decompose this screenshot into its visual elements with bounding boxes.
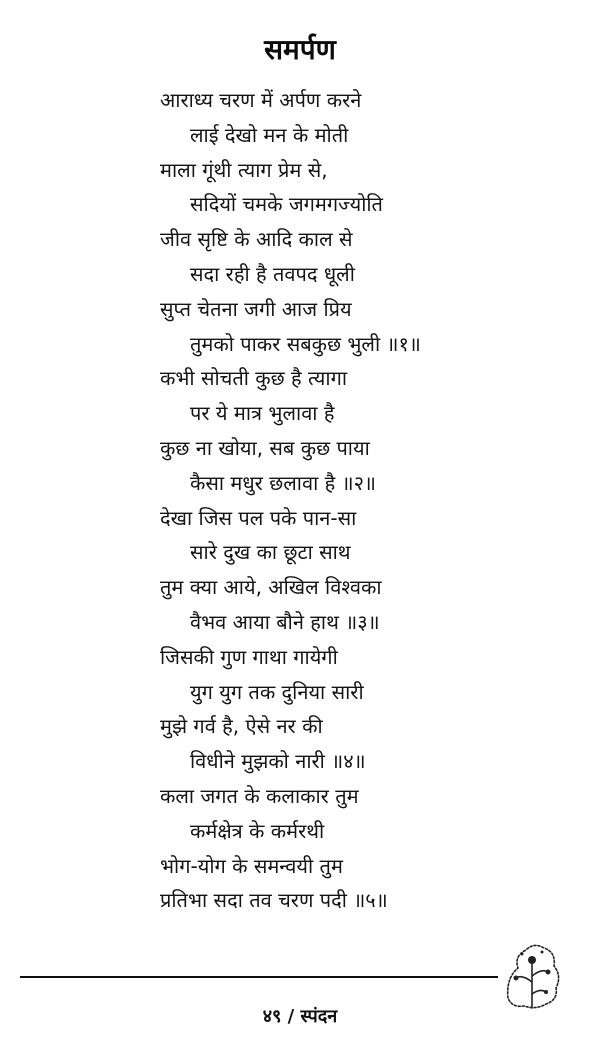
- page-title: समर्पण: [264, 33, 336, 66]
- poem-line: तुम क्या आये, अखिल विश्वका: [160, 575, 382, 600]
- poem-line: कुछ ना खोया, सब कुछ पाया: [160, 436, 370, 460]
- floral-ornament-icon: [500, 938, 564, 1012]
- poem-line: भोग-योग के समन्वयी तुम: [160, 853, 343, 878]
- page-footer: ४९ / स्पंदन: [262, 1006, 338, 1027]
- footer-rule: [20, 976, 498, 978]
- poem-line: सदियों चमके जगमगज्योति: [190, 192, 383, 217]
- poem-line: सुप्त चेतना जगी आज प्रिय: [160, 296, 352, 321]
- poem-line: कला जगत के कलाकार तुम: [160, 784, 359, 808]
- poem-line: सारे दुख का छूटा साथ: [190, 540, 351, 565]
- poem-line: पर ये मात्र भुलावा है: [190, 401, 335, 426]
- poem-line: प्रतिभा सदा तव चरण पदी ॥५॥: [160, 888, 388, 913]
- poem-line: मुझे गर्व है, ऐसे नर की: [160, 714, 323, 739]
- poem-line: आराध्य चरण में अर्पण करने: [160, 88, 362, 112]
- poem-line: देखा जिस पल पके पान-सा: [160, 505, 357, 530]
- poem-line: लाई देखो मन के मोती: [190, 122, 349, 147]
- poem-line: कैसा मधुर छलावा है ॥२॥: [190, 470, 376, 495]
- poem-line: जिसकी गुण गाथा गायेगी: [160, 644, 338, 669]
- poem-line: विधीने मुझको नारी ॥४॥: [190, 749, 366, 774]
- poem-line: कर्मक्षेत्र के कर्मरथी: [190, 818, 325, 843]
- poem-line: कभी सोचती कुछ है त्यागा: [160, 366, 348, 391]
- poem-line: सदा रही है तवपद धूली: [190, 262, 355, 286]
- poem-line: तुमको पाकर सबकुछ भुली ॥१॥: [190, 331, 421, 356]
- poem-line: जीव सृष्टि के आदि काल से: [160, 227, 353, 252]
- poem-line: माला गूंथी त्याग प्रेम से,: [160, 157, 328, 182]
- poem-line: वैभव आया बौने हाथ ॥३॥: [190, 610, 380, 634]
- poem-line: युग युग तक दुनिया सारी: [190, 679, 364, 704]
